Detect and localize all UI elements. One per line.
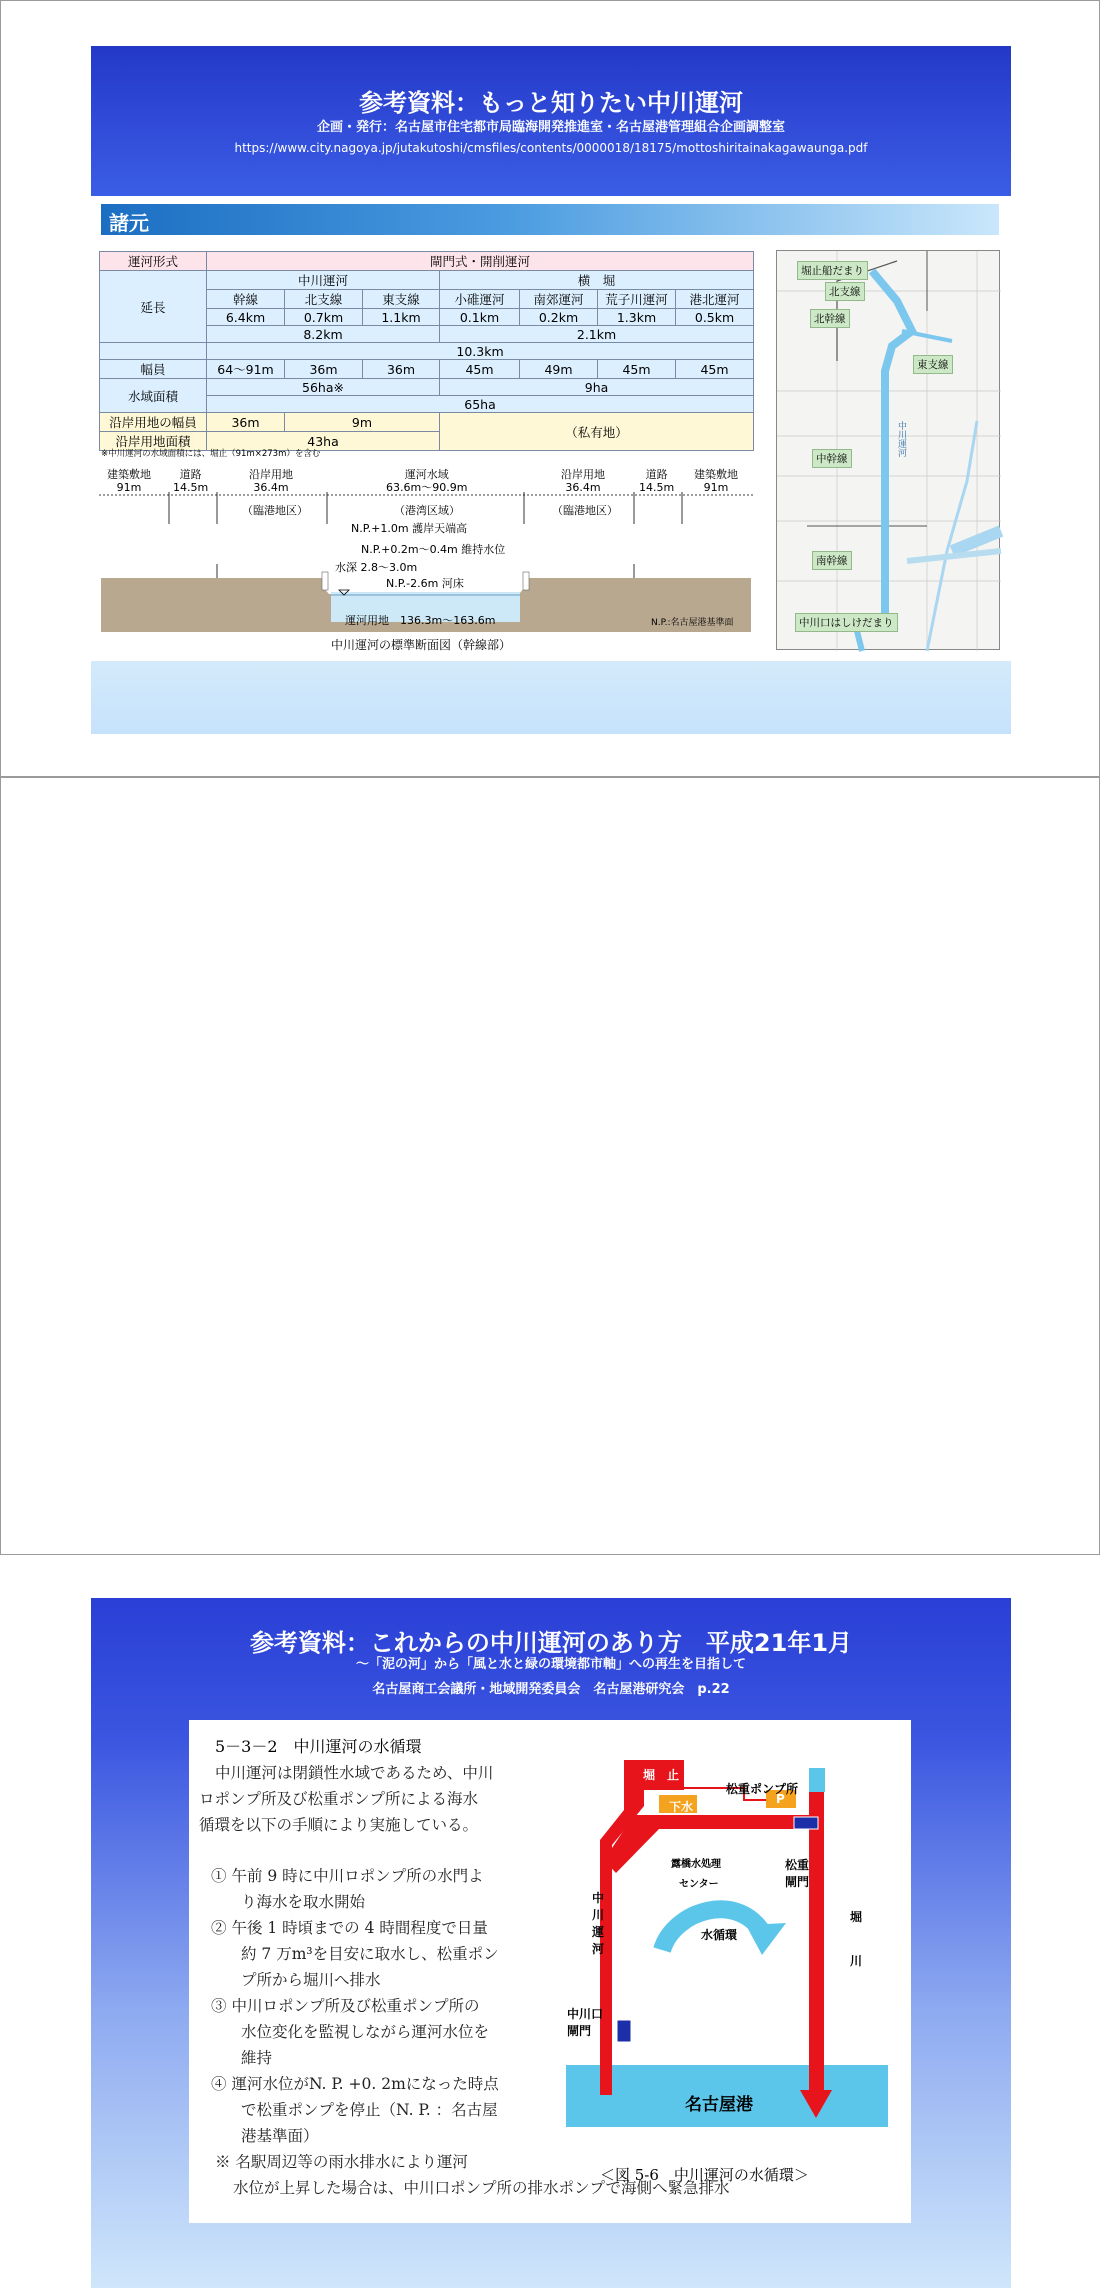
diagram-pump-station: 松重ポンプ所: [726, 1782, 799, 1796]
cell-total-length: 10.3km: [207, 343, 754, 360]
cell-shore-area-label: 沿岸用地面積: [100, 432, 207, 451]
label-zone-right: （臨港地区）: [552, 504, 618, 517]
diagram-circulation: 水循環: [701, 1928, 738, 1942]
cell-nakagawa: 中川運河: [207, 271, 440, 290]
step-3: ③ 中川ロポンプ所及び松重ポンプ所の 水位変化を監視しながら運河水位を 維持: [211, 1997, 490, 2067]
cell-width: 49m: [520, 360, 598, 379]
slide-1: [91, 46, 1011, 734]
cell-width: 36m: [285, 360, 363, 379]
diagram-horidome: 堀 止: [643, 1768, 680, 1782]
label-canal-land: 運河用地 136.3m～163.6m: [345, 614, 496, 627]
cell-width: 45m: [598, 360, 676, 379]
cell-length: 1.3km: [598, 309, 676, 326]
cell-length: 1.1km: [363, 309, 440, 326]
cell-subtotal-horidome: 2.1km: [440, 326, 754, 343]
slide-1-title: 参考資料：もっと知りたい中川運河: [359, 89, 743, 117]
label-building-left: 建築敷地 91m: [107, 468, 151, 494]
cell-length: 0.7km: [285, 309, 363, 326]
note-line-1: ※ 名駅周辺等の雨水排水により運河: [215, 2153, 468, 2171]
map-label-horidome: 堀止船だまり: [797, 261, 868, 280]
diagram-horikawa: 堀川: [849, 1910, 862, 1968]
figure-caption: ＜図 5-6 中川運河の水循環＞: [600, 2166, 809, 2184]
cell-private-land: （私有地）: [440, 413, 754, 451]
diagram-pump-p: P: [776, 1792, 785, 1806]
cell-length: 6.4km: [207, 309, 285, 326]
label-bed: N.P.-2.6m 河床: [386, 577, 464, 590]
map-label-kita-shisen: 北支線: [825, 282, 865, 301]
label-zone-center: （港湾区域）: [394, 504, 460, 517]
slide-1-header: [91, 46, 1011, 196]
cell-branch: 北支線: [285, 290, 363, 309]
map-label-higashi-shisen: 東支線: [913, 355, 953, 374]
cross-section-diagram: [99, 464, 753, 654]
label-water-level: N.P.+0.2m～0.4m 維持水位: [361, 543, 506, 556]
cell-length-label-cont: [100, 343, 207, 360]
cell-length-label: 延長: [100, 271, 207, 343]
cell-branch: 小碓運河: [440, 290, 520, 309]
label-shore-right: 沿岸用地 36.4m: [561, 468, 605, 494]
map-label-naka-kansen: 中幹線: [812, 449, 852, 468]
intro-line-3: 循環を以下の手順により実施している。: [199, 1816, 479, 1834]
cell-width: 36m: [363, 360, 440, 379]
map-label-minami-kansen: 南幹線: [812, 551, 852, 570]
cell-horidome: 横 堀: [440, 271, 754, 290]
diagram-matsushige-gate: 松重 閘門: [785, 1858, 810, 1889]
cell-water-area-total: 65ha: [207, 396, 754, 413]
map-label-kita-kansen: 北幹線: [810, 309, 850, 328]
cell-shore-width-a: 36m: [207, 413, 285, 432]
slide-1-publisher: 企画・発行：名古屋市住宅都市局臨海開発推進室・名古屋港管理組合企画調整室: [316, 120, 785, 135]
cell-canal-type: 閘門式・開削運河: [207, 252, 754, 271]
cell-shore-width-b: 9m: [285, 413, 440, 432]
cell-width: 45m: [440, 360, 520, 379]
label-road-right: 道路 14.5m: [639, 468, 675, 494]
cell-canal-type-label: 運河形式: [100, 252, 207, 271]
slide-2: [91, 1598, 1011, 2288]
page-2: [0, 777, 1100, 2197]
map-canal-label: 中川運河: [896, 421, 906, 457]
cross-section-caption: 中川運河の標準断面図（幹線部）: [331, 638, 512, 652]
cell-shore-area: 43ha: [207, 432, 440, 451]
cell-water-area-label: 水域面積: [100, 379, 207, 413]
step-1: ① 午前 9 時に中川ロポンプ所の水門よ り海水を取水開始: [211, 1867, 484, 1911]
label-revetment: N.P.+1.0m 護岸天端高: [351, 522, 468, 535]
cell-shore-width-label: 沿岸用地の幅員: [100, 413, 207, 432]
slide-1-url[interactable]: https://www.city.nagoya.jp/jutakutoshi/cmsfiles/contents/0000018/18175/mottoshiritainakagawaunga.pdf: [234, 141, 868, 155]
diagram-gesui: 下水: [669, 1800, 694, 1814]
label-road-left: 道路 14.5m: [173, 468, 209, 494]
cell-water-area-horidome: 9ha: [440, 379, 754, 396]
cell-width: 45m: [676, 360, 754, 379]
slide-2-title: 参考資料：これからの中川運河のあり方 平成21年1月: [249, 1629, 853, 1657]
label-canal-water: 運河水域 63.6m～90.9m: [386, 468, 468, 494]
slide-2-subtitle: ～「泥の河」から「風と水と緑の環境都市軸」への再生を目指して: [355, 1657, 746, 1672]
label-depth: 水深 2.8～3.0m: [335, 561, 418, 574]
cell-branch: 東支線: [363, 290, 440, 309]
cell-length: 0.2km: [520, 309, 598, 326]
cell-branch: 港北運河: [676, 290, 754, 309]
label-shore-left: 沿岸用地 36.4m: [249, 468, 293, 494]
cell-length: 0.1km: [440, 309, 520, 326]
step-2: ② 午後 1 時頃までの 4 時間程度で日量 約 7 万m³を目安に取水し、松重ポン プ所から堀川へ排水: [211, 1919, 499, 1989]
canal-map: [776, 250, 1000, 650]
label-building-right: 建築敷地 91m: [694, 468, 738, 494]
diagram-nakagawaguchi-gate: 中川口 閘門: [567, 2007, 604, 2038]
diagram-plant-2: センター: [679, 1879, 719, 1890]
intro-line-1: 中川運河は閉鎖性水域であるため、中川: [215, 1764, 494, 1782]
label-zone-left: （臨港地区）: [242, 504, 308, 517]
diagram-nakagawa-canal: 中川運河: [591, 1891, 604, 1956]
cell-branch: 幹線: [207, 290, 285, 309]
specs-table: [99, 251, 754, 451]
cell-water-area-nakagawa: 56ha※: [207, 379, 440, 396]
note-line-2: 水位が上昇した場合は、中川口ポンプ所の排水ポンプで海側へ緊急排水: [233, 2179, 730, 2197]
intro-line-2: ロポンプ所及び松重ポンプ所による海水: [199, 1790, 479, 1808]
cell-subtotal-nakagawa: 8.2km: [207, 326, 440, 343]
panel-heading: 5－3－2 中川運河の水循環: [215, 1737, 422, 1756]
cell-branch: 荒子川運河: [598, 290, 676, 309]
label-datum: N.P.:名古屋港基準面: [651, 618, 734, 628]
cell-width: 64～91m: [207, 360, 285, 379]
content-panel: [189, 1720, 911, 2223]
diagram-port: 名古屋港: [685, 2095, 753, 2115]
slide-1-footer: [91, 661, 1011, 734]
cell-branch: 南郊運河: [520, 290, 598, 309]
cell-length: 0.5km: [676, 309, 754, 326]
map-label-nakagawaguchi: 中川口はしけだまり: [795, 613, 898, 632]
page-1: [0, 0, 1100, 777]
section-header-specs: 諸元: [101, 204, 999, 235]
cell-width-label: 幅員: [100, 360, 207, 379]
step-4: ④ 運河水位がN. P. +0. 2mになった時点 で松重ポンプを停止（N. P. ：名古屋 港基準面）: [211, 2075, 499, 2145]
diagram-plant-1: 露橋水処理: [671, 1859, 721, 1870]
slide-2-org: 名古屋商工会議所・地域開発委員会 名古屋港研究会 p.22: [372, 1682, 730, 1697]
water-area-note: ※中川運河の水域面積には、堀止（91m×273m）を含む: [101, 449, 321, 459]
